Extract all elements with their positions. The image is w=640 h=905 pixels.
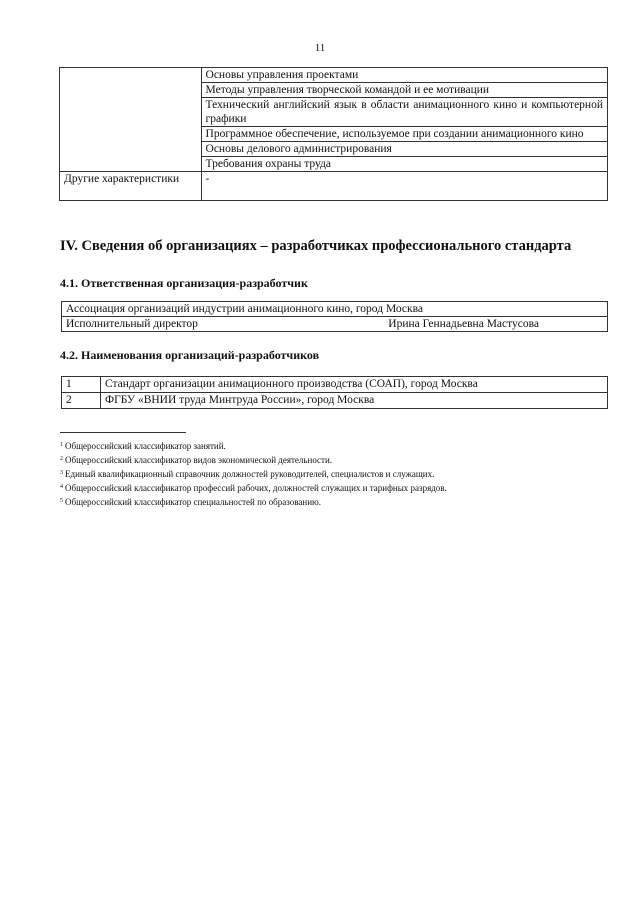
developer-name: ФГБУ «ВНИИ труда Минтруда России», город Москва [101,393,608,409]
footnote [60,453,447,467]
footnote-text: Единый квалификационный справочник должностей руководителей, специалистов и служащих. [65,469,435,479]
footnote [60,481,447,495]
knowledge-item: Основы делового администрирования [201,142,607,157]
footnote-text: Общероссийский классификатор профессий рабочих, должностей служащих и тарифных разрядов. [65,483,447,493]
developers-table [61,376,608,409]
table-row [62,393,608,409]
responsible-org-heading: 4.1. Ответственная организация-разработчик [60,276,308,290]
page-number: 11 [314,42,326,54]
footnote-text: Общероссийский классификатор видов экономической деятельности. [65,455,333,465]
section-title: IV. Сведения об организациях – разработчиках профессионального стандарта [60,238,572,254]
table-row [60,172,608,201]
footnote-mark: 3 [60,470,63,476]
footnote [60,467,447,481]
footnote-mark: 2 [60,456,63,462]
responsible-org-name: Ассоциация организаций индустрии анимационного кино, город Москва [62,302,608,317]
knowledge-item: Основы управления проектами [201,68,607,83]
director-position: Исполнительный директор [66,318,198,330]
knowledge-item: Технический английский язык в области анимационного кино и компьютерной графики [201,98,607,127]
footnotes [60,439,447,509]
footnote [60,495,447,509]
table-cell-empty [60,68,202,172]
knowledge-item: Требования охраны труда [201,157,607,172]
other-characteristics-label: Другие характеристики [60,172,202,201]
table-row [60,68,608,83]
footnote-mark: 5 [60,498,63,504]
footnote-divider [60,432,186,433]
developer-number: 2 [62,393,101,409]
table-row [62,377,608,393]
director-name: Ирина Геннадьевна Мастусова [388,318,539,330]
developer-name: Стандарт организации анимационного производства (СОАП), город Москва [101,377,608,393]
table-row [62,317,608,332]
responsible-org-table [61,301,608,332]
developer-number: 1 [62,377,101,393]
footnote-text: Общероссийский классификатор специальностей по образованию. [65,497,321,507]
knowledge-item: Программное обеспечение, используемое при создании анимационного кино [201,127,607,142]
director-row [62,317,608,332]
footnote-mark: 1 [60,442,63,448]
footnote-text: Общероссийский классификатор занятий. [65,441,226,451]
table-row [62,302,608,317]
footnote [60,439,447,453]
knowledge-table [59,67,608,201]
knowledge-item: Методы управления творческой командой и ее мотивации [201,83,607,98]
footnote-mark: 4 [60,484,63,490]
other-characteristics-value: - [201,172,607,201]
developers-heading: 4.2. Наименования организаций-разработчиков [60,348,320,362]
